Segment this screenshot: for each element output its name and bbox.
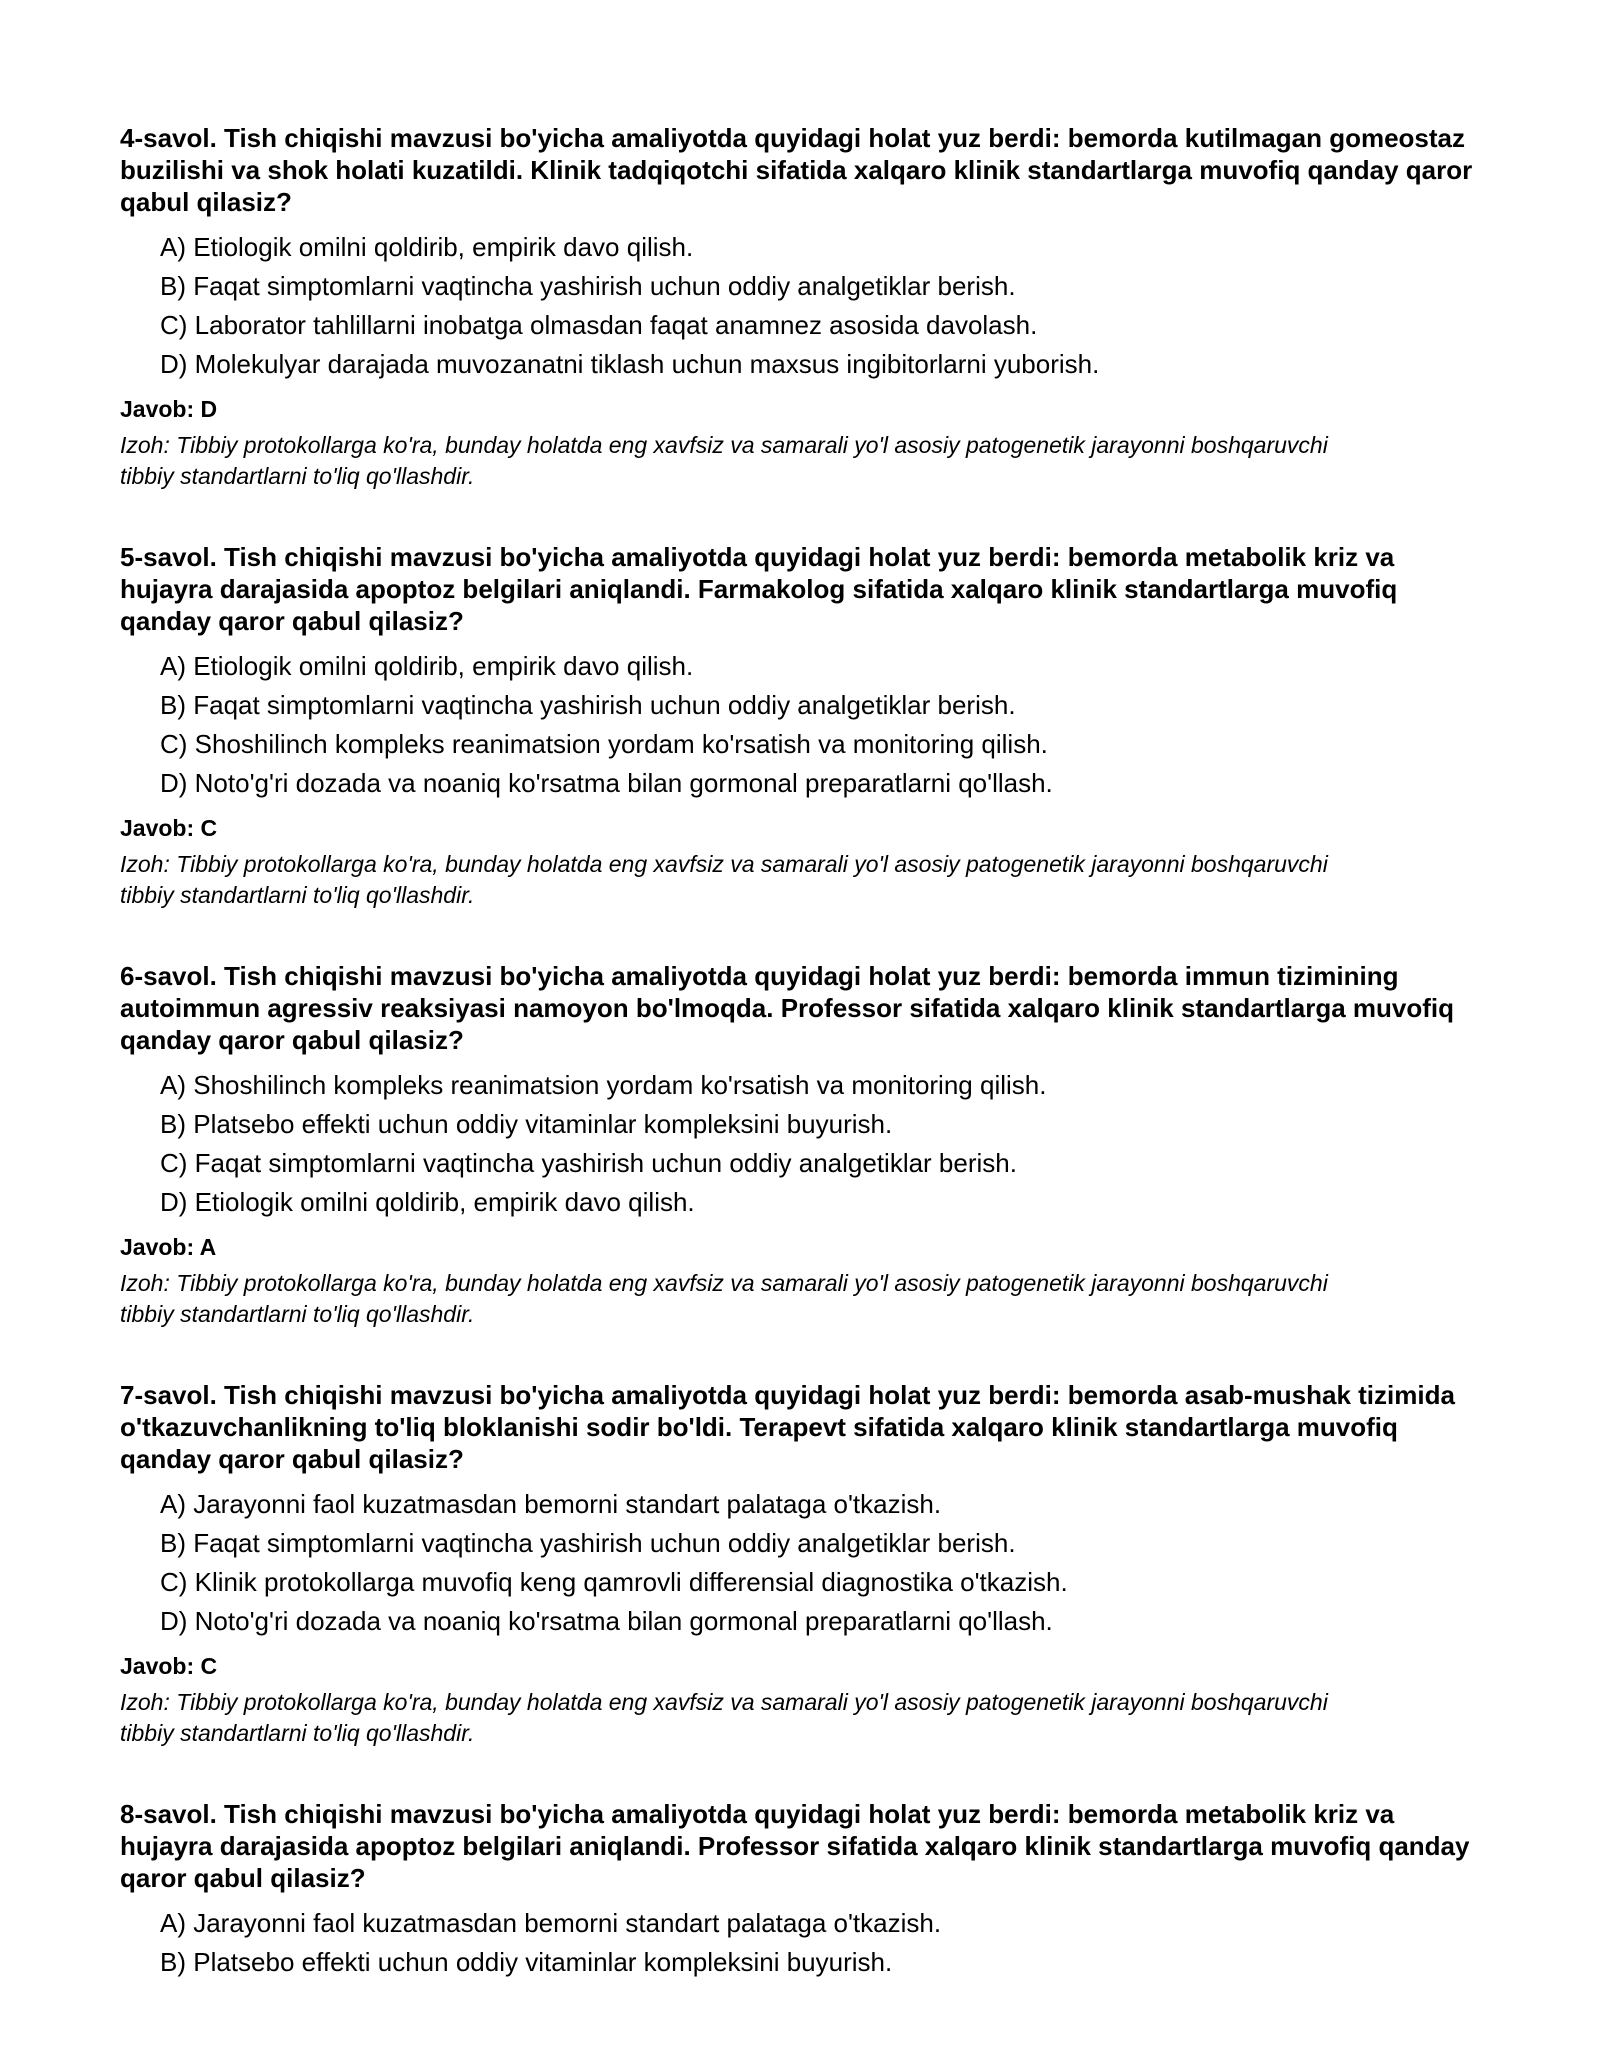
option-a: A) Jarayonni faol kuzatmasdan bemorni standart palataga o'tkazish. — [160, 1489, 942, 1519]
answer-label: Javob: D — [120, 396, 218, 422]
question-text: 4-savol. Tish chiqishi mavzusi bo'yicha amaliyotda quyidagi holat yuz berdi: bemorda kutilmagan gomeostaz buzilishi va shok holati kuzatildi. Klinik tadqiqotchi sifatida xalqaro klinik standartlarga muvofiq qanday qaror qabul qilasiz? — [120, 123, 1473, 217]
question-text: 8-savol. Tish chiqishi mavzusi bo'yicha amaliyotda quyidagi holat yuz berdi: bemorda metabolik kriz va hujayra darajasida apoptoz belgilari aniqlandi. Professor sifatida xalqaro klinik standartlarga muvofiq qanday qaror qabul qilasiz? — [120, 1799, 1470, 1893]
question-text: 7-savol. Tish chiqishi mavzusi bo'yicha amaliyotda quyidagi holat yuz berdi: bemorda asab-mushak tizimida o'tkazuvchanlikning to'liq bloklanishi sodir bo'ldi. Terapevt sifatida xalqaro klinik standartlarga muvofiq qanday qaror qabul qilasiz? — [120, 1380, 1455, 1474]
option-a: A) Etiologik omilni qoldirib, empirik davo qilish. — [160, 651, 694, 681]
option-b: B) Platsebo effekti uchun oddiy vitaminlar kompleksini buyurish. — [160, 1109, 893, 1139]
option-b: B) Faqat simptomlarni vaqtincha yashirish uchun oddiy analgetiklar berish. — [160, 690, 1016, 720]
option-list — [120, 647, 1480, 803]
option-c: C) Shoshilinch kompleks reanimatsion yordam ko'rsatish va monitoring qilish. — [160, 729, 1048, 759]
option-list — [120, 1485, 1480, 1641]
option-a: A) Shoshilinch kompleks reanimatsion yordam ko'rsatish va monitoring qilish. — [160, 1070, 1047, 1100]
answer-label: Javob: A — [120, 1234, 217, 1260]
option-c: C) Laborator tahlillarni inobatga olmasdan faqat anamnez asosida davolash. — [160, 310, 1038, 340]
option-b: B) Faqat simptomlarni vaqtincha yashirish uchun oddiy analgetiklar berish. — [160, 1528, 1016, 1558]
option-b: B) Platsebo effekti uchun oddiy vitaminlar kompleksini buyurish. — [160, 1947, 893, 1977]
option-list — [120, 228, 1480, 384]
option-d: D) Etiologik omilni qoldirib, empirik davo qilish. — [160, 1187, 695, 1217]
question-text: 5-savol. Tish chiqishi mavzusi bo'yicha amaliyotda quyidagi holat yuz berdi: bemorda metabolik kriz va hujayra darajasida apoptoz belgilari aniqlandi. Farmakolog sifatida xalqaro klinik standartlarga muvofiq qanday qaror qabul qilasiz? — [120, 542, 1398, 636]
explanation-note: Izoh: Tibbiy protokollarga ko'ra, bunday holatda eng xavfsiz va samarali yo'l asosiy patogenetik jarayonni boshqaruvchi tibbiy standartlarni to'liq qo'llashdir. — [120, 1689, 1328, 1746]
question-4 — [120, 122, 1480, 492]
answer-label: Javob: C — [120, 1653, 218, 1679]
option-b: B) Faqat simptomlarni vaqtincha yashirish uchun oddiy analgetiklar berish. — [160, 271, 1016, 301]
option-d: D) Noto'g'ri dozada va noaniq ko'rsatma bilan gormonal preparatlarni qo'llash. — [160, 768, 1053, 798]
option-a: A) Jarayonni faol kuzatmasdan bemorni standart palataga o'tkazish. — [160, 1908, 942, 1938]
document-page — [120, 122, 1480, 2031]
option-d: D) Noto'g'ri dozada va noaniq ko'rsatma bilan gormonal preparatlarni qo'llash. — [160, 1606, 1053, 1636]
option-c: C) Faqat simptomlarni vaqtincha yashirish uchun oddiy analgetiklar berish. — [160, 1148, 1017, 1178]
question-text: 6-savol. Tish chiqishi mavzusi bo'yicha amaliyotda quyidagi holat yuz berdi: bemorda immun tizimining autoimmun agressiv reaksiyasi namoyon bo'lmoqda. Professor sifatida xalqaro klinik standartlarga muvofiq qanday qaror qabul qilasiz? — [120, 961, 1455, 1055]
question-8 — [120, 1798, 1480, 1982]
option-d: D) Molekulyar darajada muvozanatni tiklash uchun maxsus ingibitorlarni yuborish. — [160, 349, 1100, 379]
option-list — [120, 1904, 1480, 1982]
option-a: A) Etiologik omilni qoldirib, empirik davo qilish. — [160, 232, 694, 262]
question-6 — [120, 960, 1480, 1330]
question-7 — [120, 1379, 1480, 1749]
explanation-note: Izoh: Tibbiy protokollarga ko'ra, bunday holatda eng xavfsiz va samarali yo'l asosiy patogenetik jarayonni boshqaruvchi tibbiy standartlarni to'liq qo'llashdir. — [120, 1270, 1328, 1327]
option-list — [120, 1066, 1480, 1222]
option-c: C) Klinik protokollarga muvofiq keng qamrovli differensial diagnostika o'tkazish. — [160, 1567, 1068, 1597]
answer-label: Javob: C — [120, 815, 218, 841]
question-5 — [120, 541, 1480, 911]
explanation-note: Izoh: Tibbiy protokollarga ko'ra, bunday holatda eng xavfsiz va samarali yo'l asosiy patogenetik jarayonni boshqaruvchi tibbiy standartlarni to'liq qo'llashdir. — [120, 851, 1328, 908]
explanation-note: Izoh: Tibbiy protokollarga ko'ra, bunday holatda eng xavfsiz va samarali yo'l asosiy patogenetik jarayonni boshqaruvchi tibbiy standartlarni to'liq qo'llashdir. — [120, 432, 1328, 489]
